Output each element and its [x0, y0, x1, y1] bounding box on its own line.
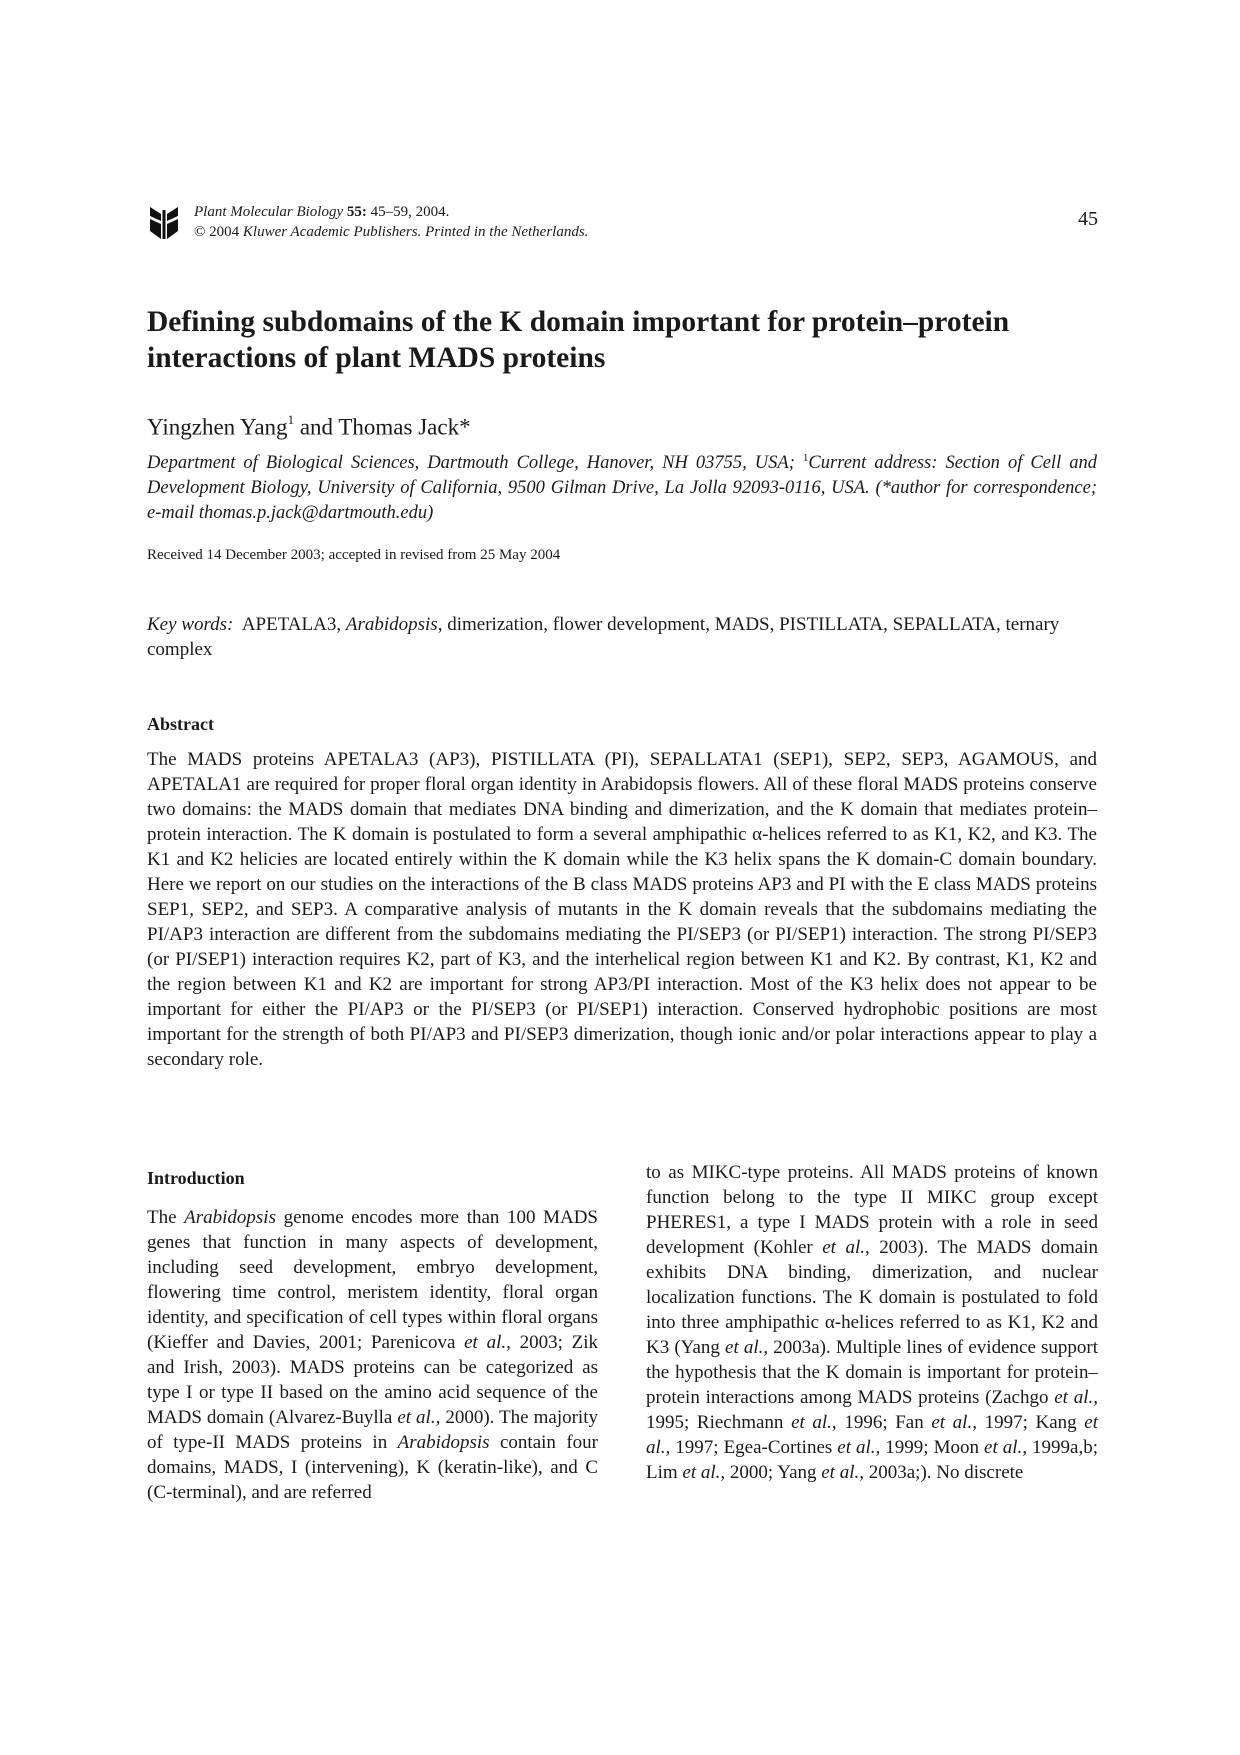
body-text: 2003a). Multiple lines of evidence support the hypothesis that the K domain is important for protein–protein interactions among MADS proteins (Zachgo: [646, 1337, 1098, 1408]
author-name: Yingzhen Yang: [147, 414, 288, 440]
body-text-italic: et al.,: [984, 1437, 1028, 1458]
body-text: 1997; Egea-Cortines: [670, 1437, 838, 1458]
affiliation-text: Department of Biological Sciences, Dartmouth College, Hanover, NH 03755, USA;: [147, 453, 803, 474]
body-text-italic: et al.,: [646, 1412, 1098, 1458]
body-text: 2000; Yang: [725, 1462, 822, 1483]
journal-citation: [194, 203, 449, 222]
body-text-italic: et al.,: [837, 1437, 881, 1458]
body-text: 2003a;). No discrete: [864, 1462, 1024, 1483]
body-text: 1999a,b; Lim: [646, 1437, 1099, 1483]
body-text-italic: et al.,: [791, 1412, 837, 1433]
received-date: Received 14 December 2003; accepted in revised from 25 May 2004: [147, 547, 561, 563]
author-name: Thomas Jack*: [338, 414, 471, 440]
body-text-italic: et al.,: [931, 1412, 977, 1433]
body-text: genome encodes more than 100 MADS genes that function in many aspects of development, including seed development, embryo development, flowering time control, meristem identity, floral organ identity, and specification of cell types within floral organs (Kieffer and Davies, 2001; Parenicova: [147, 1207, 598, 1353]
page-number: 45: [1078, 208, 1098, 230]
body-text: The: [147, 1207, 185, 1228]
journal-volume: 55:: [346, 204, 367, 220]
body-text-italic: et al.,: [1054, 1387, 1098, 1408]
journal-name: Plant Molecular Biology: [194, 204, 344, 220]
author-connector: and: [294, 414, 339, 440]
body-text: 1996; Fan: [836, 1412, 932, 1433]
copyright-line: [194, 223, 588, 242]
body-text: contain four domains, MADS, I (intervening), K (keratin-like), and C (C-terminal), and are referred: [147, 1432, 599, 1503]
body-text: 1997; Kang: [976, 1412, 1085, 1433]
body-text-italic: et al.,: [821, 1462, 864, 1483]
introduction-column-left: [147, 1205, 598, 1505]
body-text: 2003; Zik and Irish, 2003). MADS proteins can be categorized as type I or type II based on the amino acid sequence of the MADS domain (Alvarez-Buylla: [147, 1332, 598, 1428]
keywords-text: , dimerization, flower development, MADS, PISTILLATA, SEPALLATA, ternary complex: [147, 614, 1060, 660]
publisher-logo-icon: [148, 205, 180, 241]
author-list: [147, 414, 471, 441]
keywords-label: Key words:: [147, 614, 234, 635]
body-text-italic: et al.,: [682, 1462, 726, 1483]
body-text: to as MIKC-type proteins. All MADS proteins of known function belong to the type II MIKC group except PHERES1, a type I MADS protein with a role in seed development (Kohler: [646, 1162, 1098, 1258]
body-text: 2003). The MADS domain exhibits DNA binding, dimerization, and nuclear localization functions. The K domain is postulated to fold into three amphipathic α-helices referred to as K1, K2 and K3 (Yang: [646, 1237, 1098, 1358]
body-text-italic: et al.,: [397, 1407, 441, 1428]
body-text-italic: Arabidopsis: [397, 1432, 490, 1453]
introduction-column-right: [646, 1160, 1098, 1485]
affiliation-marker: 1: [287, 412, 295, 427]
keywords-text: APETALA3,: [241, 614, 346, 635]
introduction-heading: Introduction: [147, 1168, 245, 1188]
body-text-italic: Arabidopsis: [184, 1207, 276, 1228]
abstract-heading: Abstract: [147, 714, 214, 734]
keywords: [147, 612, 1092, 662]
journal-pages-year: 45–59, 2004.: [370, 204, 450, 220]
body-text: 1999; Moon: [880, 1437, 985, 1458]
publisher-name: Kluwer Academic Publishers. Printed in the Netherlands.: [242, 224, 589, 240]
paper-title: Defining subdomains of the K domain important for protein–protein interactions of plant MADS proteins: [147, 306, 1010, 374]
body-text-italic: et al.,: [464, 1332, 511, 1353]
body-text: 2000). The majority of type-II MADS proteins in: [147, 1407, 598, 1453]
affiliation: [147, 446, 1097, 526]
body-text-italic: et al.,: [725, 1337, 769, 1358]
abstract-body: The MADS proteins APETALA3 (AP3), PISTILLATA (PI), SEPALLATA1 (SEP1), SEP2, SEP3, AGAMOUS, and APETALA1 are required for proper floral organ identity in Arabidopsis flowers. All of these floral MADS proteins conserve two domains: the MADS domain that mediates DNA binding and dimerization, and the K domain that mediates protein–protein interaction. The K domain is postulated to form a several amphipathic α-helices referred to as K1, K2, and K3. The K1 and K2 helicies are located entirely within the K domain while the K3 helix spans the K domain-C domain boundary. Here we report on our studies on the interactions of the B class MADS proteins AP3 and PI with the E class MADS proteins SEP1, SEP2, and SEP3. A comparative analysis of mutants in the K domain reveals that the subdomains mediating the PI/AP3 interaction are different from the subdomains mediating the PI/SEP3 (or PI/SEP1) interaction. The strong PI/SEP3 (or PI/SEP1) interaction requires K2, part of K3, and the interhelical region between K1 and K2. By contrast, K1, K2 and the region between K1 and K2 are important for strong AP3/PI interaction. Most of the K3 helix does not appear to be important for either the PI/AP3 or the PI/SEP3 (or PI/SEP1) interaction. Conserved hydrophobic positions are most important for the strength of both PI/AP3 and PI/SEP3 dimerization, though ionic and/or polar interactions appear to play a secondary role.: [147, 749, 1097, 1070]
body-text: 1995; Riechmann: [646, 1412, 792, 1433]
keywords-text: Arabidopsis: [345, 614, 438, 635]
affiliation-text: Current address: Section of Cell and Development Biology, University of California, 9500 Gilman Drive, La Jolla 92093-0116, USA. (*author for correspondence; e-mail thomas.p.jack@dartmouth.edu): [147, 453, 1098, 524]
copyright-year: © 2004: [194, 224, 240, 240]
body-text-italic: et al.,: [822, 1237, 870, 1258]
affiliation-marker: 1: [802, 452, 809, 464]
